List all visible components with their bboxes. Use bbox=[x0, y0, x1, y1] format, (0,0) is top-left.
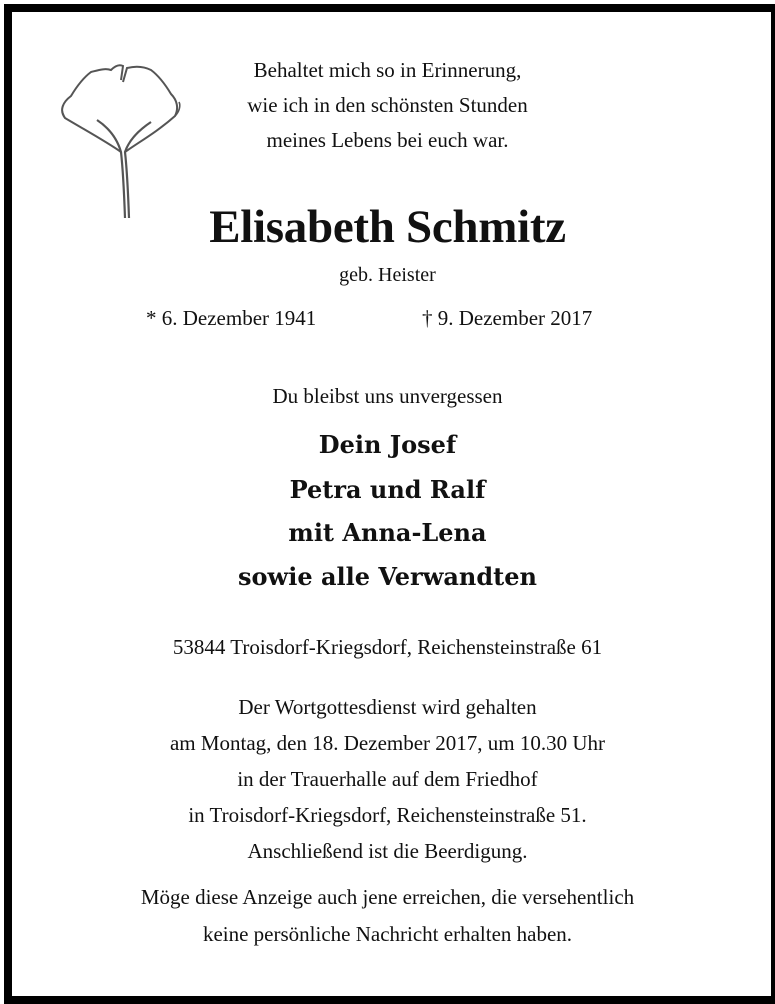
deceased-name: Elisabeth Schmitz bbox=[209, 201, 566, 253]
maiden-name: geb. Heister bbox=[339, 264, 436, 286]
death-date: † 9. Dezember 2017 bbox=[422, 306, 593, 330]
mourner-line-3: mit Anna-Lena bbox=[288, 518, 487, 547]
birth-date: * 6. Dezember 1941 bbox=[146, 306, 317, 330]
service-line-5: Anschließend ist die Beerdigung. bbox=[247, 839, 528, 863]
verse-line-1: Behaltet mich so in Erinnerung, bbox=[253, 58, 522, 82]
verse-line-2: wie ich in den schönsten Stunden bbox=[247, 93, 528, 117]
service-line-3: in der Trauerhalle auf dem Friedhof bbox=[237, 767, 538, 791]
mourner-line-1: Dein Josef bbox=[318, 430, 457, 459]
notice-line-2: keine persönliche Nachricht erhalten haben. bbox=[202, 922, 573, 946]
notice-line-1: Möge diese Anzeige auch jene erreichen, die versehentlich bbox=[140, 885, 635, 909]
verse-line-3: meines Lebens bei euch war. bbox=[266, 128, 509, 152]
service-line-1: Der Wortgottesdienst wird gehalten bbox=[238, 695, 537, 719]
service-line-4: in Troisdorf-Kriegsdorf, Reichensteinstraße 51. bbox=[188, 803, 587, 827]
farewell-text: Du bleibst uns unvergessen bbox=[272, 384, 503, 408]
address: 53844 Troisdorf-Kriegsdorf, Reichensteinstraße 61 bbox=[172, 635, 603, 659]
mourner-line-4: sowie alle Verwandten bbox=[238, 562, 537, 591]
service-line-2: am Montag, den 18. Dezember 2017, um 10.30 Uhr bbox=[169, 731, 606, 755]
mourner-line-2: Petra und Ralf bbox=[289, 475, 486, 504]
